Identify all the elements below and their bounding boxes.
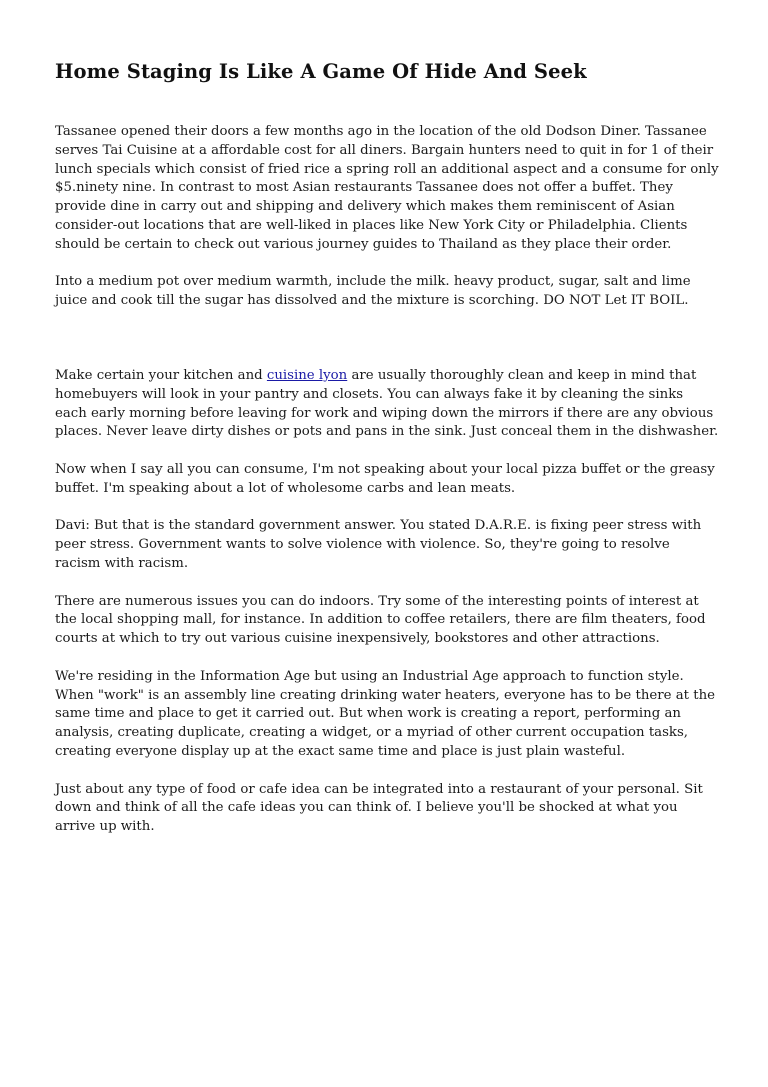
paragraph-information-age: We're residing in the Information Age but using an Industrial Age approach to function style. When "work" is an assembly line creating drinking water heaters, everyone has to be there at the same time and place to get it carried out. But when work is creating a report, performing an analysis, creating duplicate, creating a widget, or a myriad of other current occupation tasks, creating everyone display up at the exact same time and place is just plain wasteful.	[55, 668, 716, 759]
page-title: Home Staging Is Like A Game Of Hide And Seek	[55, 60, 587, 83]
paragraph-kitchen-text-start: Make certain your kitchen and	[55, 367, 267, 383]
paragraph-cafe-ideas: Just about any type of food or cafe idea can be integrated into a restaurant of your personal. Sit down and think of all the cafe ideas you can think of. I believe you'll be shocked at what you arrive up with.	[55, 781, 703, 835]
paragraph-davi: Davi: But that is the standard government answer. You stated D.A.R.E. is fixing peer stress with peer stress. Government wants to solve violence with violence. So, they're going to resolve racism with racism.	[55, 518, 702, 571]
paragraph-restaurant: Tassanee opened their doors a few months ago in the location of the old Dodson Diner. Tassanee serves Tai Cuisine at a affordable cost for all diners. Bargain hunters need to quit in for 1 of their lunch specials which consist of fried rice a spring roll an additional aspect and a consume for only $5.ninety nine. In contrast to most Asian restaurants Tassanee does not offer a buffet. They provide dine in carry out and shipping and delivery which makes them reminiscent of Asian consider-out locations that are well-liked in places like New York City or Philadelphia. Clients should be certain to check out various journey guides to Thailand as they place their order.	[55, 124, 719, 252]
cuisine-lyon-link[interactable]: cuisine lyon	[266, 367, 348, 383]
document-page	[55, 58, 719, 837]
paragraph-kitchen-text-end: are usually thoroughly clean and keep in mind that homebuyers will look in your pantry and closets. You can always fake it by cleaning the sinks each early morning before leaving for work and wiping down the mirrors if there are any obvious places. Never leave dirty dishes or pots and pans in the sink. Just conceal them in the dishwasher.	[55, 367, 719, 440]
paragraph-buffet: Now when I say all you can consume, I'm not speaking about your local pizza buffet or the greasy buffet. I'm speaking about a lot of wholesome carbs and lean meats.	[55, 461, 715, 496]
paragraph-recipe: Into a medium pot over medium warmth, include the milk. heavy product, sugar, salt and lime juice and cook till the sugar has dissolved and the mixture is scorching. DO NOT Let IT BOIL.	[55, 274, 691, 309]
paragraph-kitchen	[55, 367, 719, 442]
paragraph-indoors: There are numerous issues you can do indoors. Try some of the interesting points of interest at the local shopping mall, for instance. In addition to coffee retailers, there are film theaters, food courts at which to try out various cuisine inexpensively, bookstores and other attractions.	[55, 593, 706, 647]
